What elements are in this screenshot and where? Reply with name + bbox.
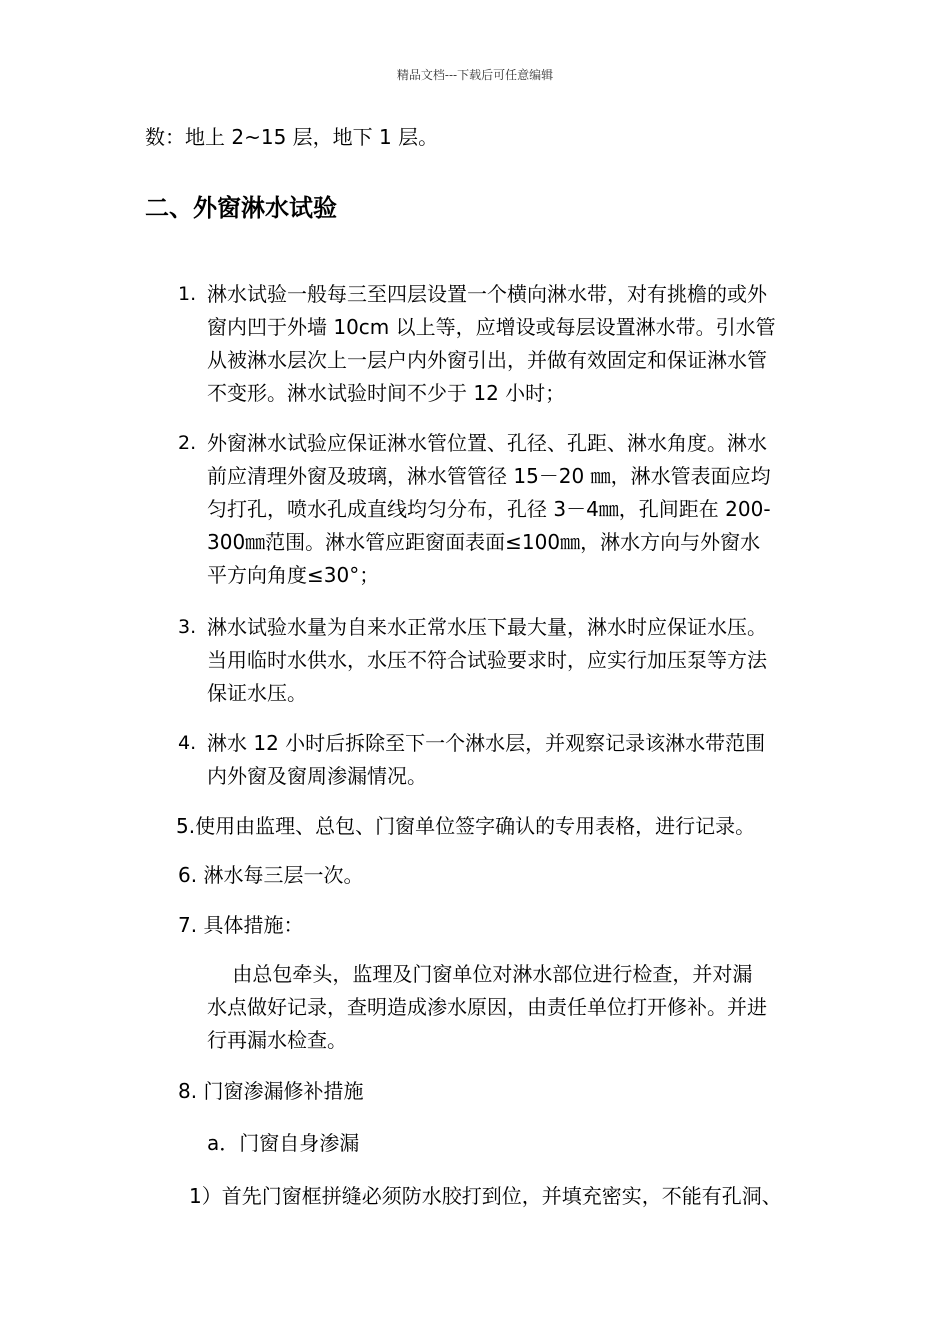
text-line: 由总包牵头，监理及门窗单位对淋水部位进行检查，并对漏 (207, 962, 753, 986)
text-line: 保证水压。 (207, 681, 307, 705)
text-line: 窗内凹于外墙 10cm 以上等，应增设或每层设置淋水带。引水管 (207, 315, 776, 339)
item-number: 3. (178, 616, 197, 638)
text-line: 平方向角度≤30°； (207, 563, 380, 587)
item-paragraph (207, 278, 847, 410)
text-line: 内外窗及窗周渗漏情况。 (207, 764, 427, 788)
item-5: 5.使用由监理、总包、门窗单位签字确认的专用表格，进行记录。 (176, 814, 756, 838)
text-line: 淋水试验水量为自来水正常水压下最大量，淋水时应保证水压。 (207, 615, 767, 639)
text-line: 水点做好记录，查明造成渗水原因，由责任单位打开修补。并进 (207, 995, 767, 1019)
text-line: 匀打孔，喷水孔成直线均匀分布，孔径 3－4㎜，孔间距在 200- (207, 497, 771, 521)
item-7-paragraph (207, 958, 847, 1057)
item-number: 4. (178, 732, 197, 754)
sub-a: a．门窗自身渗漏 (207, 1131, 360, 1155)
item-number: 1. (178, 283, 197, 305)
text-line: 当用临时水供水，水压不符合试验要求时，应实行加压泵等方法 (207, 648, 767, 672)
item-7: 7. 具体措施： (178, 913, 304, 937)
item-6: 6. 淋水每三层一次。 (178, 863, 364, 887)
page-header: 精品文档---下载后可任意编辑 (396, 68, 554, 82)
text-line: 淋水 12 小时后拆除至下一个淋水层，并观察记录该淋水带范围 (207, 731, 766, 755)
item-number: 2. (178, 432, 197, 454)
item-8: 8. 门窗渗漏修补措施 (178, 1079, 364, 1103)
text-line: 外窗淋水试验应保证淋水管位置、孔径、孔距、淋水角度。淋水 (207, 431, 767, 455)
text-line: 行再漏水检查。 (207, 1028, 347, 1052)
text-line: 从被淋水层次上一层户内外窗引出，并做有效固定和保证淋水管 (207, 348, 767, 372)
text-line: 不变形。淋水试验时间不少于 12 小时； (207, 381, 566, 405)
item-paragraph (207, 727, 847, 793)
text-line: 300㎜范围。淋水管应距窗面表面≤100㎜，淋水方向与外窗水 (207, 530, 761, 554)
text-line: 淋水试验一般每三至四层设置一个横向淋水带，对有挑檐的或外 (207, 282, 767, 306)
item-paragraph (207, 427, 847, 592)
intro-line: 数：地上 2~15 层，地下 1 层。 (145, 125, 439, 149)
sub-1: 1）首先门窗框拼缝必须防水胶打到位，并填充密实，不能有孔洞、 (189, 1184, 782, 1208)
text-line: 前应清理外窗及玻璃，淋水管管径 15－20 ㎜，淋水管表面应均 (207, 464, 771, 488)
item-paragraph (207, 611, 847, 710)
section-title: 二、外窗淋水试验 (145, 194, 337, 222)
